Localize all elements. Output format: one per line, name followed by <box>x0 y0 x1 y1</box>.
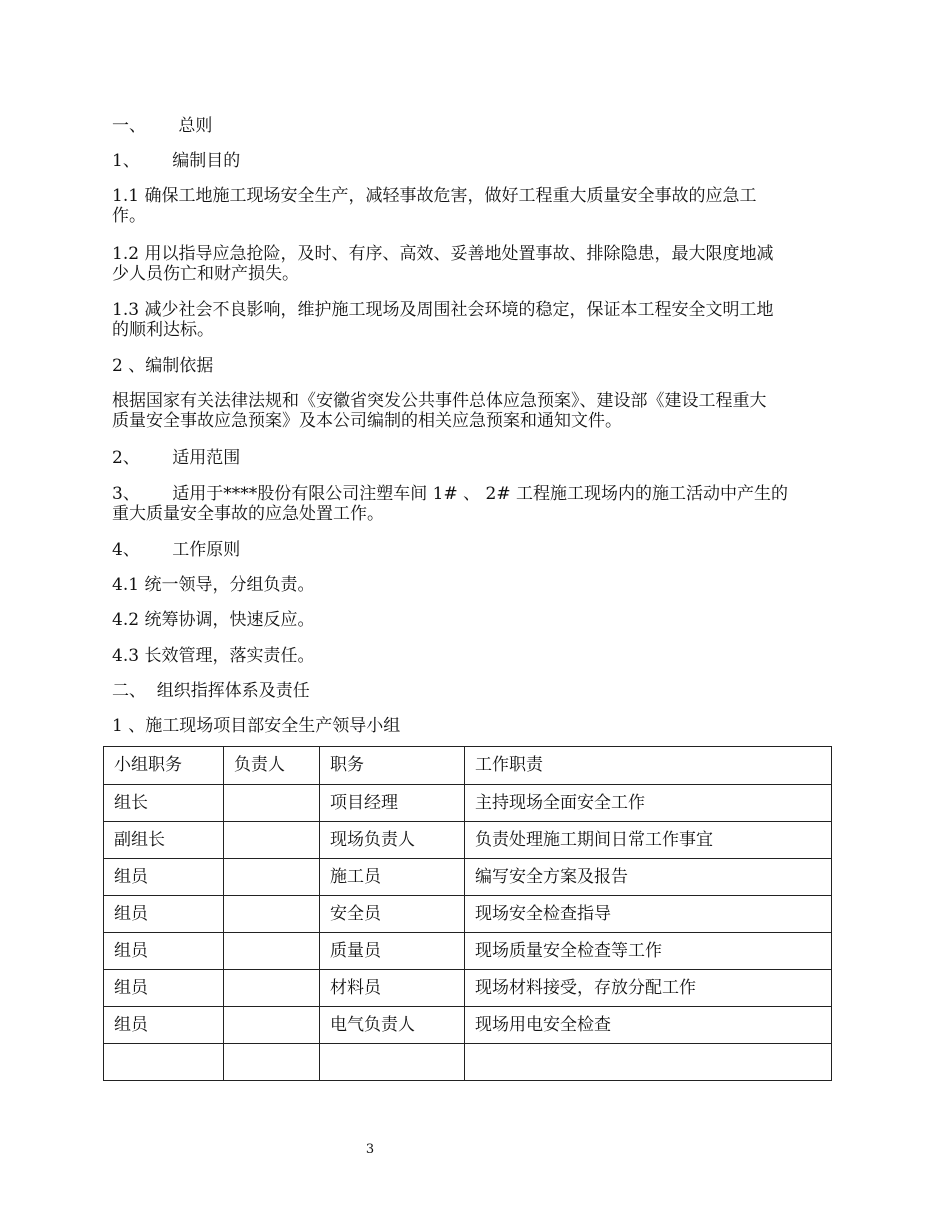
paragraph-line: 1.1 确保工地施工现场安全生产，减轻事故危害，做好工程重大质量安全事故的应急工 <box>112 186 757 206</box>
table-cell: 现场用电安全检查 <box>465 1007 832 1044</box>
table-cell: 副组长 <box>104 822 224 859</box>
paragraph-line: 1.2 用以指导应急抢险，及时、有序、高效、妥善地处置事故、排除隐患，最大限度地减 <box>112 244 774 264</box>
paragraph-line: 1.3 减少社会不良影响，维护施工现场及周围社会环境的稳定，保证本工程安全文明工地 <box>112 300 774 320</box>
table-cell: 施工员 <box>320 859 465 896</box>
table-cell: 电气负责人 <box>320 1007 465 1044</box>
table-cell: 质量员 <box>320 933 465 970</box>
table-row <box>104 1007 832 1044</box>
paragraph-1-3 <box>112 300 842 340</box>
paragraph-line: 的顺利达标。 <box>112 320 214 340</box>
table-cell: 材料员 <box>320 970 465 1007</box>
table-cell <box>224 933 320 970</box>
table-cell: 项目经理 <box>320 785 465 822</box>
section-heading-organization: 二、 组织指挥体系及责任 <box>112 681 310 701</box>
paragraph-1-2 <box>112 244 842 284</box>
table-cell: 组员 <box>104 1007 224 1044</box>
heading-purpose: 1、 编制目的 <box>112 151 241 171</box>
table-cell: 现场负责人 <box>320 822 465 859</box>
table-cell <box>224 970 320 1007</box>
header-cell: 工作职责 <box>465 747 832 785</box>
table-cell: 组员 <box>104 896 224 933</box>
heading-basis: 2 、编制依据 <box>112 356 214 376</box>
paragraph-line: 作。 <box>112 206 146 226</box>
table-cell <box>320 1044 465 1081</box>
principle-4-3: 4.3 长效管理，落实责任。 <box>112 646 315 666</box>
paragraph-line: 根据国家有关法律法规和《安徽省突发公共事件总体应急预案》、建设部《建设工程重大 <box>112 391 767 411</box>
table-cell <box>104 1044 224 1081</box>
paragraph-line: 3、 适用于****股份有限公司注塑车间 1# 、 2# 工程施工现场内的施工活动中产生的 <box>112 484 788 504</box>
table-cell: 编写安全方案及报告 <box>465 859 832 896</box>
table-cell <box>224 822 320 859</box>
heading-leadership-group: 1 、施工现场项目部安全生产领导小组 <box>112 716 401 736</box>
paragraph-scope <box>112 484 842 524</box>
table-cell: 现场材料接受，存放分配工作 <box>465 970 832 1007</box>
paragraph-basis <box>112 391 842 431</box>
table-cell <box>465 1044 832 1081</box>
header-cell: 小组职务 <box>104 747 224 785</box>
table-cell: 现场安全检查指导 <box>465 896 832 933</box>
table-row <box>104 970 832 1007</box>
table-row <box>104 822 832 859</box>
heading-principles: 4、 工作原则 <box>112 540 241 560</box>
paragraph-1-1 <box>112 186 842 226</box>
table-cell <box>224 1007 320 1044</box>
table-cell: 组长 <box>104 785 224 822</box>
table-cell <box>224 896 320 933</box>
paragraph-line: 少人员伤亡和财产损失。 <box>112 264 299 284</box>
table-cell <box>224 785 320 822</box>
table-cell <box>224 859 320 896</box>
table-row <box>104 1044 832 1081</box>
header-cell: 职务 <box>320 747 465 785</box>
table-row <box>104 896 832 933</box>
table-header-row <box>104 747 832 785</box>
page-number: 3 <box>365 1142 375 1157</box>
section-heading-general: 一、 总则 <box>112 116 213 136</box>
header-cell: 负责人 <box>224 747 320 785</box>
heading-scope: 2、 适用范围 <box>112 448 241 468</box>
table-cell: 组员 <box>104 970 224 1007</box>
paragraph-line: 重大质量安全事故的应急处置工作。 <box>112 504 384 524</box>
table-cell: 负责处理施工期间日常工作事宜 <box>465 822 832 859</box>
table-row <box>104 785 832 822</box>
table-cell <box>224 1044 320 1081</box>
table-row <box>104 859 832 896</box>
table-cell: 安全员 <box>320 896 465 933</box>
table-cell: 组员 <box>104 933 224 970</box>
principle-4-1: 4.1 统一领导，分组负责。 <box>112 575 315 595</box>
leadership-group-table <box>103 746 832 1081</box>
table-row <box>104 933 832 970</box>
table-cell: 组员 <box>104 859 224 896</box>
principle-4-2: 4.2 统筹协调，快速反应。 <box>112 610 315 630</box>
paragraph-line: 质量安全事故应急预案》及本公司编制的相关应急预案和通知文件。 <box>112 411 622 431</box>
table-cell: 主持现场全面安全工作 <box>465 785 832 822</box>
table-cell: 现场质量安全检查等工作 <box>465 933 832 970</box>
